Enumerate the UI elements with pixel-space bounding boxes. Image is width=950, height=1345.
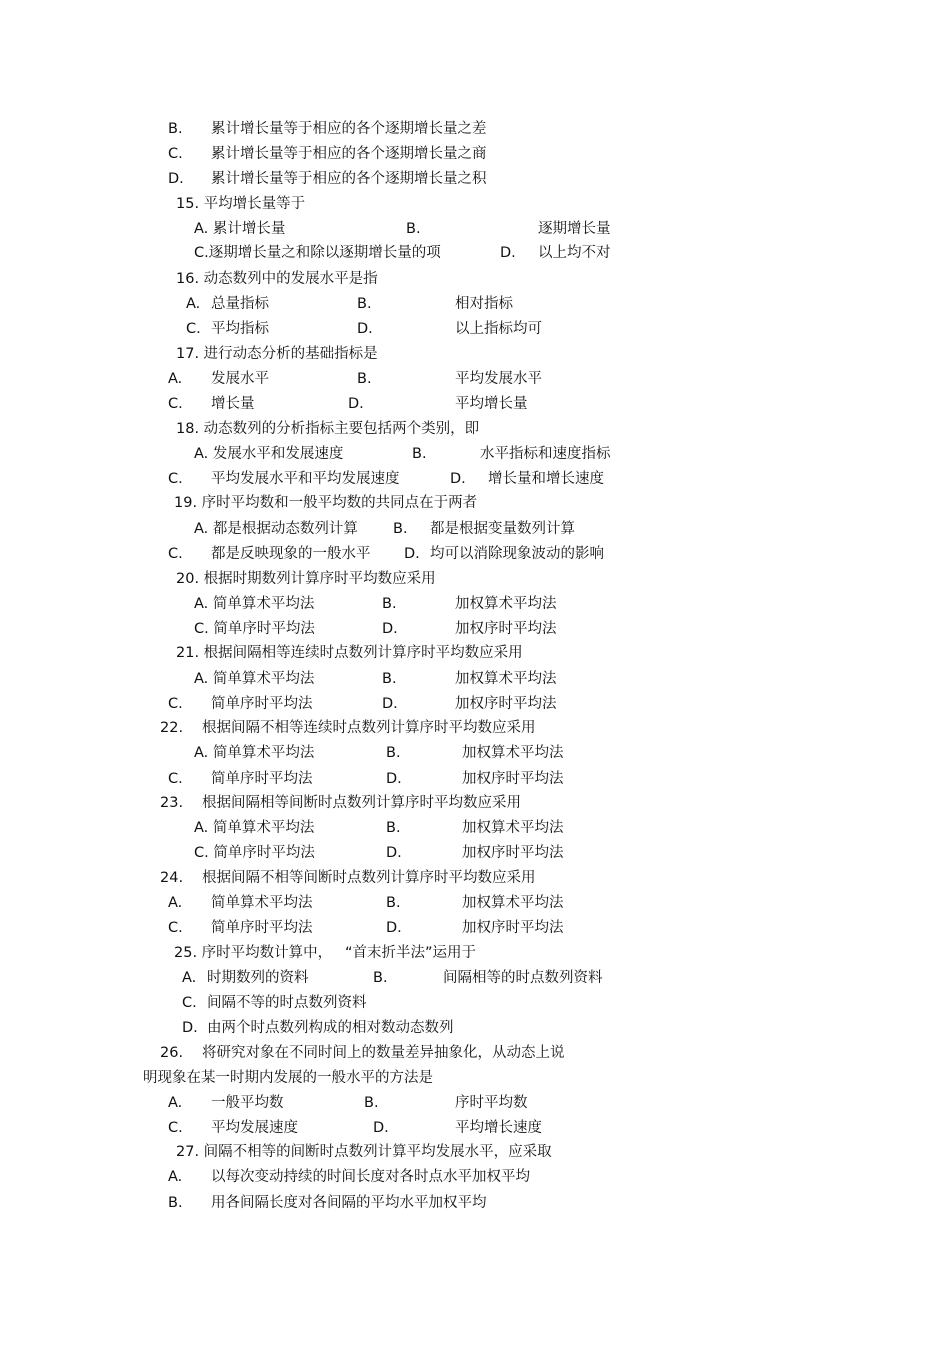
text-segment: B. [373, 970, 388, 986]
text-segment: B. [382, 596, 397, 612]
text-segment: 间隔不等的时点数列资料 [207, 995, 367, 1011]
text-segment: D. [373, 1120, 389, 1136]
text-segment: 加权序时平均法 [455, 696, 557, 712]
text-segment: 一般平均数 [211, 1095, 284, 1111]
text-segment: D. [450, 471, 466, 487]
text-segment: B. [386, 895, 401, 911]
text-segment: A. 都是根据动态数列计算 [194, 521, 358, 537]
text-segment: 加权算术平均法 [455, 596, 557, 612]
text-segment: C. 简单序时平均法 [194, 845, 315, 861]
text-segment: 序时平均数 [455, 1095, 528, 1111]
text-segment: 25. 序时平均数计算中， [174, 945, 333, 961]
text-segment: 加权算术平均法 [455, 671, 557, 687]
text-segment: 水平指标和速度指标 [480, 446, 611, 462]
text-segment: 简单序时平均法 [211, 920, 313, 936]
text-segment: 26. [160, 1045, 184, 1061]
text-segment: C. [182, 995, 197, 1011]
text-segment: 加权算术平均法 [462, 820, 564, 836]
text-segment: B. [357, 371, 372, 387]
text-segment: 15. 平均增长量等于 [176, 196, 306, 212]
text-segment: 加权序时平均法 [455, 621, 557, 637]
text-segment: 20. 根据时期数列计算序时平均数应采用 [176, 571, 436, 587]
text-segment: 将研究对象在不同时间上的数量差异抽象化，从动态上说 [202, 1045, 565, 1061]
text-segment: 平均增长量 [455, 396, 528, 412]
text-segment: 21. 根据间隔相等连续时点数列计算序时平均数应采用 [176, 645, 523, 661]
text-segment: C. [168, 396, 183, 412]
text-segment: 根据间隔不相等间断时点数列计算序时平均数应采用 [202, 870, 536, 886]
text-segment: 累计增长量等于相应的各个逐期增长量之差 [211, 121, 487, 137]
text-segment: A. [182, 970, 197, 986]
text-segment: C. 简单序时平均法 [194, 621, 315, 637]
text-segment: A. [186, 296, 201, 312]
text-segment: C. [168, 920, 183, 936]
text-segment: A. 简单算术平均法 [194, 596, 315, 612]
text-segment: D. [348, 396, 364, 412]
text-segment: 逐期增长量 [538, 221, 611, 237]
text-segment: 用各间隔长度对各间隔的平均水平加权平均 [211, 1195, 487, 1211]
text-segment: C. [168, 471, 183, 487]
text-segment: B. [357, 296, 372, 312]
text-segment: 简单算术平均法 [211, 895, 313, 911]
text-segment: B. [168, 121, 183, 137]
text-segment: C. [168, 696, 183, 712]
text-segment: 发展水平 [211, 371, 269, 387]
text-segment: A. [168, 371, 183, 387]
text-segment: 平均发展水平和平均发展速度 [211, 471, 400, 487]
text-segment: B. [386, 820, 401, 836]
text-segment: A. 简单算术平均法 [194, 820, 315, 836]
text-segment: 简单序时平均法 [211, 696, 313, 712]
text-segment: 27. 间隔不相等的间断时点数列计算平均发展水平，应采取 [176, 1144, 552, 1160]
text-segment: 简单序时平均法 [211, 771, 313, 787]
text-segment: D. [386, 771, 402, 787]
text-segment: B. [168, 1195, 183, 1211]
text-segment: 16. 动态数列中的发展水平是指 [176, 271, 378, 287]
text-segment: 增长量 [211, 396, 255, 412]
text-segment: C.逐期增长量之和除以逐期增长量的项 [194, 245, 441, 261]
text-segment: D. [382, 696, 398, 712]
text-segment: D. [182, 1020, 198, 1036]
text-segment: 19. 序时平均数和一般平均数的共同点在于两者 [174, 495, 478, 511]
text-segment: 都是反映现象的一般水平 [211, 546, 371, 562]
text-segment: A. 简单算术平均法 [194, 671, 315, 687]
text-segment: 间隔相等的时点数列资料 [443, 970, 603, 986]
text-segment: C. [168, 1120, 183, 1136]
text-segment: 加权序时平均法 [462, 920, 564, 936]
text-segment: B. [412, 446, 427, 462]
text-segment: D. [386, 845, 402, 861]
text-segment: 根据间隔相等间断时点数列计算序时平均数应采用 [202, 795, 521, 811]
text-segment: 相对指标 [455, 296, 513, 312]
text-segment: 根据间隔不相等连续时点数列计算序时平均数应采用 [202, 720, 536, 736]
text-segment: A. 简单算术平均法 [194, 745, 315, 761]
text-segment: D. [357, 321, 373, 337]
text-segment: 平均指标 [211, 321, 269, 337]
text-segment: 22. [160, 720, 184, 736]
text-segment: 增长量和增长速度 [488, 471, 604, 487]
text-segment: B. [386, 745, 401, 761]
text-segment: 时期数列的资料 [207, 970, 309, 986]
text-segment: 以每次变动持续的时间长度对各时点水平加权平均 [211, 1169, 530, 1185]
text-segment: B. [382, 671, 397, 687]
text-segment: 平均增长速度 [455, 1120, 542, 1136]
text-segment: B. [393, 521, 408, 537]
text-segment: 以上指标均可 [455, 321, 542, 337]
text-segment: 加权算术平均法 [462, 745, 564, 761]
text-segment: 17. 进行动态分析的基础指标是 [176, 346, 378, 362]
text-segment: 都是根据变量数列计算 [430, 521, 575, 537]
text-segment: 由两个时点数列构成的相对数动态数列 [207, 1020, 454, 1036]
text-segment: A. [168, 1169, 183, 1185]
text-segment: 平均发展水平 [455, 371, 542, 387]
text-segment: 18. 动态数列的分析指标主要包括两个类别，即 [176, 421, 480, 437]
text-segment: C. [168, 771, 183, 787]
text-segment: “首末折半法”运用于 [345, 945, 477, 961]
text-segment: 总量指标 [211, 296, 269, 312]
text-segment: C. [168, 146, 183, 162]
text-segment: 累计增长量等于相应的各个逐期增长量之商 [211, 146, 487, 162]
text-segment: B. [364, 1095, 379, 1111]
text-segment: D. [386, 920, 402, 936]
text-segment: 累计增长量等于相应的各个逐期增长量之积 [211, 171, 487, 187]
text-segment: A. [168, 895, 183, 911]
text-segment: 加权算术平均法 [462, 895, 564, 911]
text-segment: 23. [160, 795, 184, 811]
text-segment: 24. [160, 870, 184, 886]
text-segment: C. [168, 546, 183, 562]
text-segment: D. [500, 245, 516, 261]
text-segment: 加权序时平均法 [462, 845, 564, 861]
text-segment: B. [406, 221, 421, 237]
text-segment: C. [186, 321, 201, 337]
text-segment: 以上均不对 [538, 245, 611, 261]
text-segment: 平均发展速度 [211, 1120, 298, 1136]
text-segment: A. 发展水平和发展速度 [194, 446, 344, 462]
text-segment: 明现象在某一时期内发展的一般水平的方法是 [143, 1070, 433, 1086]
text-segment: D. [404, 546, 420, 562]
text-segment: D. [168, 171, 184, 187]
text-segment: A. [168, 1095, 183, 1111]
text-segment: D. [382, 621, 398, 637]
text-segment: A. 累计增长量 [194, 221, 286, 237]
text-segment: 均可以消除现象波动的影响 [430, 546, 604, 562]
text-segment: 加权序时平均法 [462, 771, 564, 787]
